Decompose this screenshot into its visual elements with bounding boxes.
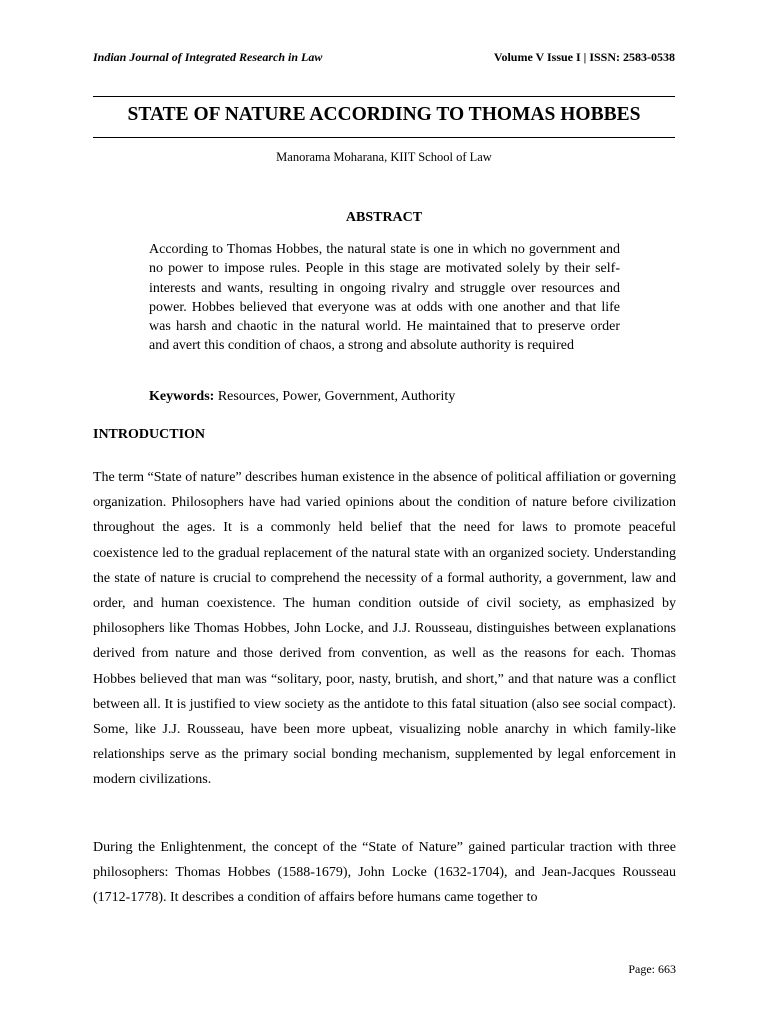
title-bottom-rule: [93, 137, 675, 138]
introduction-heading: INTRODUCTION: [93, 427, 206, 442]
paper-title: STATE OF NATURE ACCORDING TO THOMAS HOBBES: [127, 104, 641, 125]
page-number: Page: 663: [628, 962, 676, 976]
keywords-list: Resources, Power, Government, Authority: [217, 389, 456, 404]
volume-issn: Volume V Issue I | ISSN: 2583-0538: [493, 50, 675, 64]
abstract-heading: ABSTRACT: [345, 210, 423, 225]
keywords-label: Keywords:: [149, 389, 215, 404]
keywords-line: [149, 389, 620, 405]
journal-name: Indian Journal of Integrated Research in Law: [93, 50, 323, 64]
title-top-rule: [93, 96, 675, 97]
author-line: Manorama Moharana, KIIT School of Law: [276, 150, 492, 164]
running-header: [93, 50, 675, 65]
introduction-paragraph-2: During the Enlightenment, the concept of the “State of Nature” gained particular traction with three philosophers: Thomas Hobbes (1588-1679), John Locke (1632-1704), and Jean-Jacques Rousseau (1712-1778). It describes a condition of affairs before humans came together to: [93, 840, 676, 906]
introduction-paragraph-1: The term “State of nature” describes human existence in the absence of political affiliation or governing organization. Philosophers have had varied opinions about the condition of nature before civilization throughout the ages. It is a commonly held belief that the need for laws to promote peaceful coexistence led to the gradual replacement of the natural state with an organized society. Understanding the state of nature is crucial to comprehend the necessity of a formal authority, a government, law and order, and human coexistence. The human condition outside of civil society, as emphasized by philosophers like Thomas Hobbes, John Locke, and J.J. Rousseau, distinguishes between explanations derived from nature and those derived from convention, as well as the reasons for each. Thomas Hobbes believed that man was “solitary, poor, nasty, brutish, and short,” and that nature was a conflict between all. It is justified to view society as the antidote to this fatal situation (also see social compact). Some, like J.J. Rousseau, have been more upbeat, visualizing noble anarchy in which family-like relationships serve as the primary social bonding mechanism, supplemented by legal enforcement in modern civilizations.: [93, 470, 676, 788]
abstract-body: According to Thomas Hobbes, the natural state is one in which no government and no power to impose rules. People in this stage are motivated solely by their self-interests and wants, resulting in ongoing rivalry and struggle over resources and power. Hobbes believed that everyone was at odds with one another and that life was harsh and chaotic in the natural world. He maintained that to preserve order and avert this condition of chaos, a strong and absolute authority is required: [149, 242, 620, 354]
